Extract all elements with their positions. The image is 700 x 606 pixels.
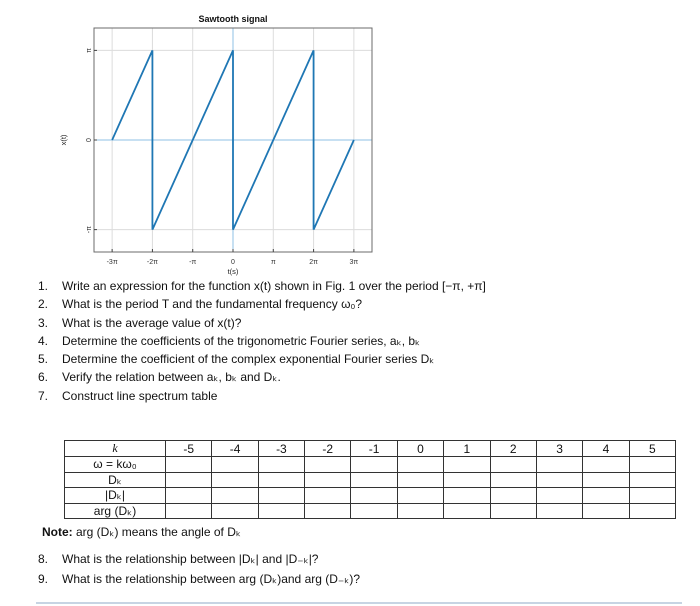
question-list-2 <box>38 549 360 589</box>
row-label: arg (Dₖ) <box>65 503 166 519</box>
table-cell: -4 <box>212 441 258 457</box>
table-cell <box>629 457 675 473</box>
table-cell <box>629 488 675 504</box>
question-item: 5. Determine the coefficient of the complex exponential Fourier series Dₖ <box>38 352 435 367</box>
question-item: 1. Write an expression for the function x(t) shown in Fig. 1 over the period [−π, +π] <box>38 279 486 293</box>
table-row <box>65 488 676 504</box>
question-item: 6. Verify the relation between aₖ, bₖ and Dₖ. <box>38 370 281 385</box>
table-cell: -3 <box>258 441 304 457</box>
table-cell: 0 <box>397 441 443 457</box>
table-cell <box>490 457 536 473</box>
y-tick-label: π <box>85 47 93 53</box>
table-cell <box>351 457 397 473</box>
table-cell: 2 <box>490 441 536 457</box>
table-cell <box>444 503 490 519</box>
table-cell <box>397 488 443 504</box>
table-cell <box>536 488 582 504</box>
table-row <box>65 457 676 473</box>
y-tick-label: 0 <box>85 138 93 142</box>
table-cell <box>166 503 212 519</box>
table-cell: -1 <box>351 441 397 457</box>
table-row <box>65 441 676 457</box>
note <box>42 525 241 539</box>
table-cell <box>212 457 258 473</box>
table-cell <box>397 472 443 488</box>
table-cell <box>166 488 212 504</box>
question-list <box>38 277 678 405</box>
table-row <box>65 503 676 519</box>
table-cell <box>444 488 490 504</box>
table-cell: 1 <box>444 441 490 457</box>
x-tick-label: 0 <box>231 259 235 266</box>
table-cell <box>444 472 490 488</box>
row-label: Dₖ <box>65 472 166 488</box>
table-cell <box>444 457 490 473</box>
table-cell <box>583 503 629 519</box>
table-cell: 5 <box>629 441 675 457</box>
table-row <box>65 472 676 488</box>
question-item: 8. What is the relationship between |Dₖ| and |D₋ₖ|? <box>38 552 319 566</box>
x-tick-label: 2π <box>309 259 318 266</box>
table-cell <box>536 503 582 519</box>
y-tick-label: -π <box>85 226 93 234</box>
table-cell <box>536 472 582 488</box>
question-item: 3. What is the average value of x(t)? <box>38 315 242 330</box>
table-cell <box>397 503 443 519</box>
table-cell: 4 <box>583 441 629 457</box>
row-label: ω = kω₀ <box>65 457 166 473</box>
table-cell <box>212 488 258 504</box>
table-cell <box>166 457 212 473</box>
table-cell <box>305 457 351 473</box>
table-cell <box>536 457 582 473</box>
note-label: Note: <box>42 525 73 539</box>
table-cell <box>351 472 397 488</box>
table-cell <box>490 503 536 519</box>
table-cell <box>305 472 351 488</box>
table-cell <box>583 457 629 473</box>
page-divider <box>36 602 682 604</box>
table-cell <box>629 503 675 519</box>
table-cell: 3 <box>536 441 582 457</box>
table-cell <box>583 472 629 488</box>
x-tick-label: 3π <box>349 259 359 266</box>
y-axis-label: x(t) <box>59 134 68 146</box>
x-tick-label: -π <box>189 259 197 266</box>
x-tick-label: π <box>270 259 276 266</box>
table-cell: -5 <box>166 441 212 457</box>
table-cell <box>258 488 304 504</box>
chart-title: Sawtooth signal <box>198 14 268 24</box>
note-text: arg (Dₖ) means the angle of Dₖ <box>72 525 241 539</box>
table-cell <box>397 457 443 473</box>
x-tick-label: -3π <box>106 259 118 266</box>
table-cell <box>305 488 351 504</box>
table-cell <box>351 488 397 504</box>
table-cell <box>351 503 397 519</box>
question-item: 7. Construct line spectrum table <box>38 388 218 403</box>
table-cell <box>305 503 351 519</box>
table-cell <box>629 472 675 488</box>
table-cell <box>212 503 258 519</box>
table-cell <box>258 457 304 473</box>
table-cell: -2 <box>305 441 351 457</box>
sawtooth-chart <box>50 8 380 276</box>
question-item: 9. What is the relationship between arg (Dₖ)and arg (D₋ₖ)? <box>38 572 361 586</box>
row-label: k <box>65 441 166 457</box>
table-cell <box>490 488 536 504</box>
table-cell <box>166 472 212 488</box>
table-cell <box>583 488 629 504</box>
table-cell <box>258 472 304 488</box>
table-cell <box>490 472 536 488</box>
table-cell <box>212 472 258 488</box>
line-spectrum-table <box>64 440 676 519</box>
x-tick-label: -2π <box>146 259 158 266</box>
row-label: |Dₖ| <box>65 488 166 504</box>
table-cell <box>258 503 304 519</box>
question-item: 4. Determine the coefficients of the trigonometric Fourier series, aₖ, bₖ <box>38 333 421 348</box>
x-axis-label: t(s) <box>227 267 239 276</box>
question-item: 2. What is the period T and the fundamental frequency ω₀? <box>38 297 363 312</box>
